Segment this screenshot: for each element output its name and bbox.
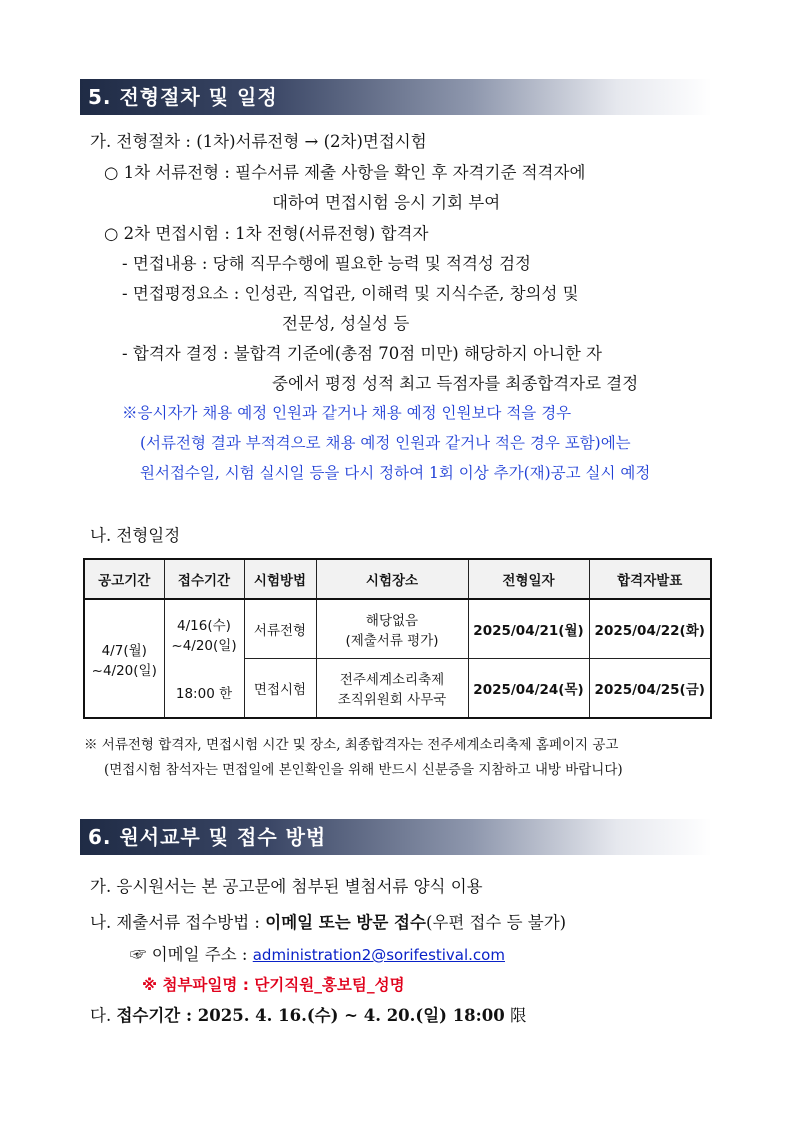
announce-period-line1: 4/7(월) — [101, 642, 147, 659]
receipt-period-line1: 4/16(수) — [177, 617, 231, 634]
header-exam-method: 시험방법 — [244, 559, 316, 599]
row2-place-line1: 전주세계소리축제 — [339, 672, 445, 688]
attachment-name-line: ※ 첨부파일명 : 단기직원_홍보팀_성명 — [142, 976, 405, 994]
row2-date: 2025/04/24(목) — [468, 659, 589, 719]
row1-place-line2: (제출서류 평가) — [345, 633, 439, 649]
row2-place — [316, 659, 468, 719]
announce-period-line2: ~4/20(일) — [91, 662, 157, 679]
submission-method-bold: 이메일 또는 방문 접수 — [265, 913, 426, 932]
receipt-period-line — [90, 1005, 526, 1027]
header-announce-period: 공고기간 — [84, 559, 164, 599]
table-note-line2: (면접시험 참석자는 면접일에 본인확인을 위해 반드시 신분증을 지참하고 내방 바랍니다) — [104, 762, 623, 778]
decision-line2: 중에서 평정 성적 최고 득점자를 최종합격자로 결정 — [272, 374, 639, 393]
section-6-title: 6. 원서교부 및 접수 방법 — [80, 819, 712, 855]
interview-content-line: - 면접내용 : 당해 직무수행에 필요한 능력 및 적격성 검정 — [122, 254, 531, 273]
second-stage-line: ○ 2차 면접시험 : 1차 전형(서류전형) 합격자 — [104, 224, 429, 243]
receipt-period-suffix: 限 — [504, 1006, 527, 1025]
email-label: ☞ 이메일 주소 : — [130, 945, 253, 964]
procedure-line: 가. 전형절차 : (1차)서류전형 → (2차)면접시험 — [90, 132, 427, 151]
first-stage-line1: ○ 1차 서류전형 : 필수서류 제출 사항을 확인 후 자격기준 적격자에 — [104, 163, 586, 182]
receipt-period-prefix: 다. — [90, 1006, 117, 1025]
receipt-period-line2: ~4/20(일) — [171, 637, 237, 654]
submission-method-suffix: (우편 접수 등 불가) — [425, 913, 567, 932]
header-exam-date: 전형일자 — [468, 559, 589, 599]
interview-criteria-line2: 전문성, 성실성 등 — [282, 314, 410, 333]
header-result-announce: 합격자발표 — [589, 559, 711, 599]
submission-method-prefix: 나. 제출서류 접수방법 : — [90, 913, 266, 932]
submission-method-line — [90, 912, 566, 934]
schedule-table — [83, 558, 712, 719]
row2-place-line2: 조직위원회 사무국 — [337, 692, 447, 708]
row2-method: 면접시험 — [244, 659, 316, 719]
row1-place — [316, 599, 468, 659]
row1-place-line1: 해당없음 — [365, 613, 419, 629]
receipt-period-cell — [164, 599, 244, 718]
header-exam-place: 시험장소 — [316, 559, 468, 599]
table-note-line1: ※ 서류전형 합격자, 면접시험 시간 및 장소, 최종합격자는 전주세계소리축제 홈페이지 공고 — [84, 737, 619, 753]
row1-date: 2025/04/21(월) — [468, 599, 589, 659]
email-line — [130, 944, 505, 966]
schedule-title: 나. 전형일정 — [90, 526, 181, 545]
row1-method: 서류전형 — [244, 599, 316, 659]
receipt-period-line3: 18:00 한 — [175, 685, 233, 702]
interview-criteria-line1: - 면접평정요소 : 인성관, 직업관, 이해력 및 지식수준, 창의성 및 — [122, 284, 579, 303]
first-stage-line2: 대하여 면접시험 응시 기회 부여 — [272, 193, 501, 212]
row1-result: 2025/04/22(화) — [589, 599, 711, 659]
table-header-row — [84, 559, 711, 599]
notice-line1: ※응시자가 채용 예정 인원과 같거나 채용 예정 인원보다 적을 경우 — [122, 404, 572, 422]
section-5-title: 5. 전형절차 및 일정 — [80, 79, 712, 115]
decision-line1: - 합격자 결정 : 불합격 기준에(총점 70점 미만) 해당하지 아니한 자 — [122, 344, 602, 363]
notice-line3: 원서접수일, 시험 실시일 등을 다시 정하여 1회 이상 추가(재)공고 실시 예정 — [140, 464, 651, 482]
table-row — [84, 599, 711, 659]
email-link[interactable]: administration2@sorifestival.com — [252, 946, 505, 964]
row2-result: 2025/04/25(금) — [589, 659, 711, 719]
notice-line2: (서류전형 결과 부적격으로 채용 예정 인원과 같거나 적은 경우 포함)에는 — [140, 434, 631, 452]
announce-period-cell — [84, 599, 164, 718]
header-receipt-period: 접수기간 — [164, 559, 244, 599]
receipt-period-bold: 접수기간 : 2025. 4. 16.(수) ~ 4. 20.(일) 18:00 — [116, 1006, 505, 1025]
application-form-line: 가. 응시원서는 본 공고문에 첨부된 별첨서류 양식 이용 — [90, 877, 483, 896]
